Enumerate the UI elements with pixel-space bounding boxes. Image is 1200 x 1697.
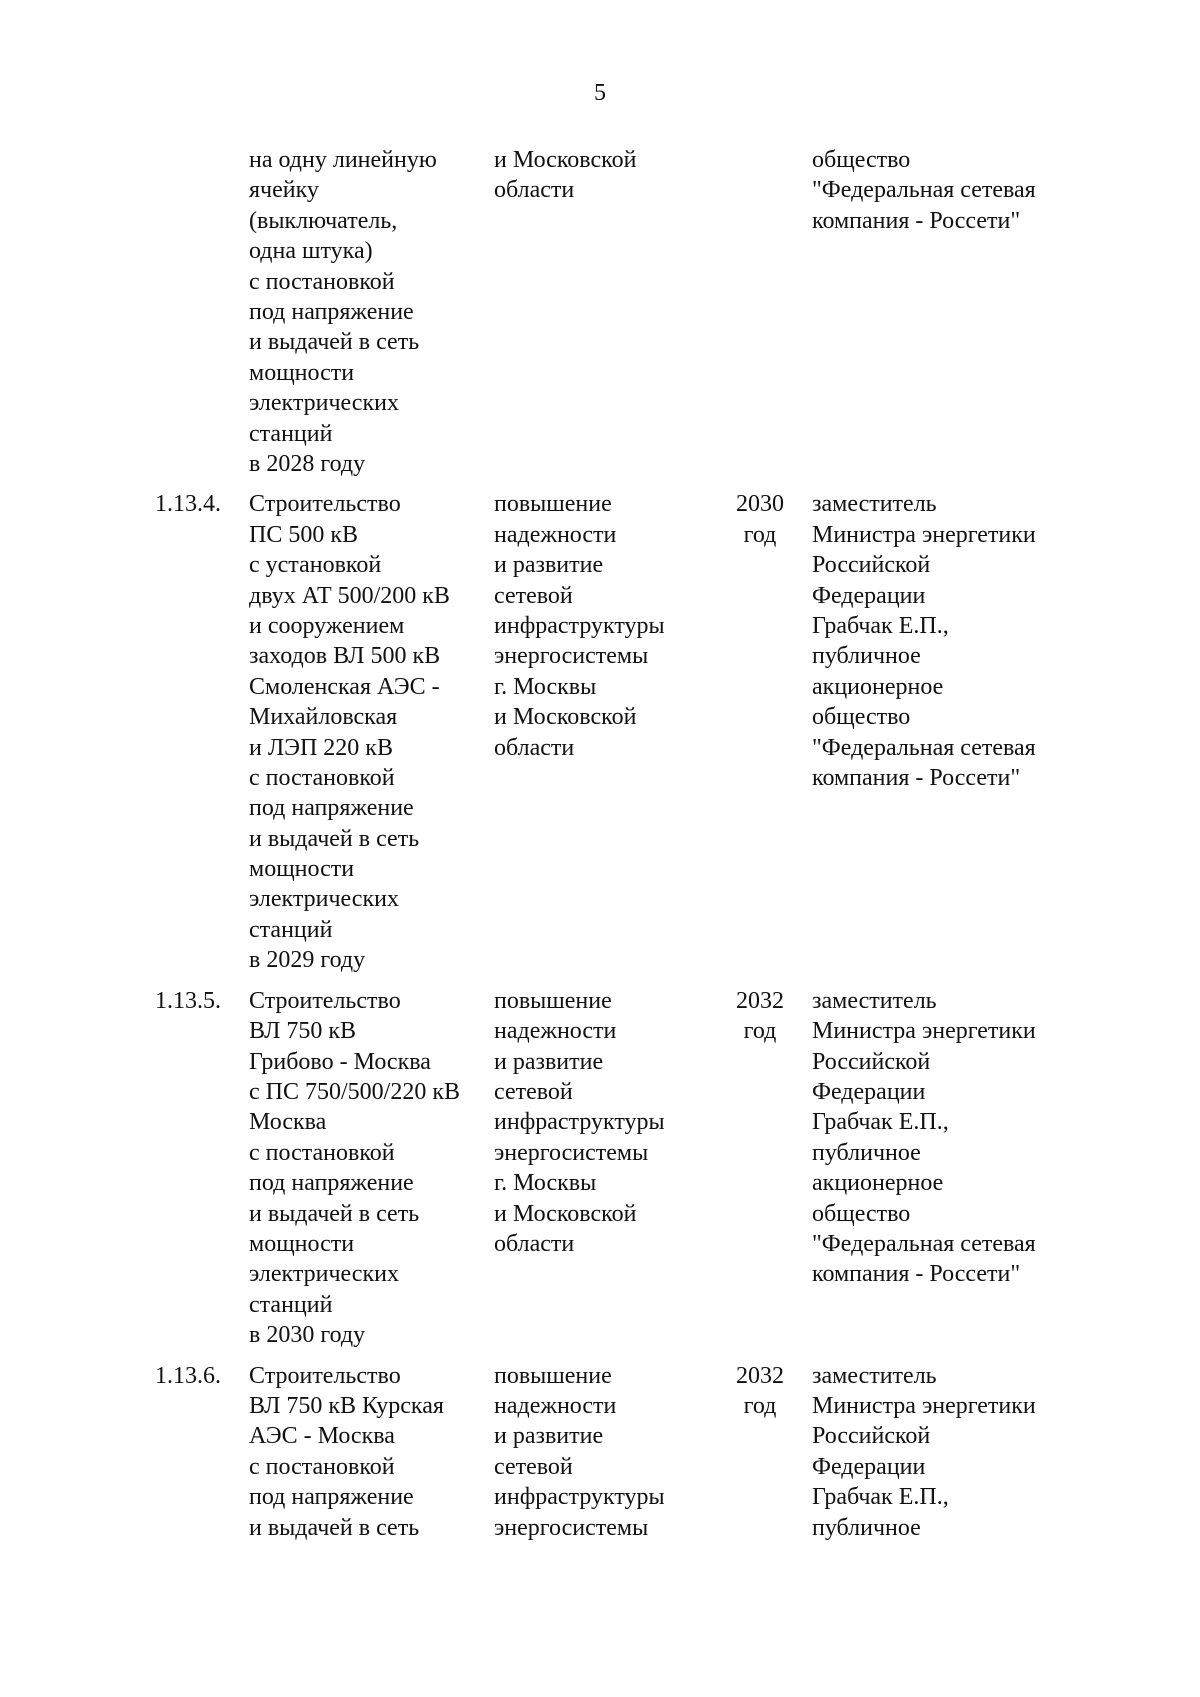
text-line: Российской: [812, 552, 931, 579]
text-line: Строительство: [249, 1362, 401, 1389]
text-line: Министра энергетики: [812, 1018, 1036, 1045]
responsible-parties: [812, 145, 1102, 236]
text-line: год: [743, 1018, 777, 1045]
text-line: 1.13.4.: [155, 491, 221, 518]
text-line: Министра энергетики: [812, 1392, 1036, 1419]
text-line: под напряжение: [249, 1484, 414, 1511]
text-line: (выключатель,: [249, 207, 398, 234]
text-line: заходов ВЛ 500 кВ: [249, 643, 441, 670]
text-line: с постановкой: [249, 268, 395, 295]
text-line: Грабчак Е.П.,: [812, 1109, 949, 1136]
text-line: мощности: [249, 359, 355, 386]
text-line: Смоленская АЭС -: [249, 673, 440, 700]
text-line: с ПС 750/500/220 кВ: [249, 1078, 460, 1105]
text-line: и ЛЭП 220 кВ: [249, 734, 393, 761]
text-line: энергосистемы: [494, 1514, 649, 1541]
measure-purpose: [494, 489, 694, 763]
text-line: год: [743, 521, 777, 548]
text-line: 2032: [736, 987, 784, 1014]
text-line: и выдачей в сеть: [249, 1514, 420, 1541]
text-line: ПС 500 кВ: [249, 521, 359, 548]
text-line: компания - Россети": [812, 207, 1021, 234]
text-line: станций: [249, 916, 333, 943]
text-line: публичное: [812, 643, 921, 670]
text-line: Грибово - Москва: [249, 1048, 431, 1075]
text-line: компания - Россети": [812, 764, 1021, 791]
text-line: и развитие: [494, 1048, 604, 1075]
text-line: 2032: [736, 1362, 784, 1389]
text-line: заместитель: [812, 491, 937, 518]
text-line: Федерации: [812, 582, 926, 609]
text-line: ВЛ 750 кВ Курская: [249, 1392, 444, 1419]
text-line: заместитель: [812, 987, 937, 1014]
text-line: с постановкой: [249, 1453, 395, 1480]
measures-table: [0, 145, 1200, 1553]
text-line: повышение: [494, 491, 612, 518]
text-line: Грабчак Е.П.,: [812, 1484, 949, 1511]
responsible-parties: [812, 986, 1102, 1290]
text-line: в 2030 году: [249, 1322, 366, 1349]
table-row: [0, 1361, 1200, 1543]
page-number: 5: [594, 80, 606, 106]
text-line: с постановкой: [249, 764, 395, 791]
text-line: и Московской: [494, 704, 637, 731]
measure-purpose: [494, 1361, 694, 1543]
item-number: [155, 986, 245, 1016]
text-line: Российской: [812, 1423, 931, 1450]
text-line: с установкой: [249, 552, 382, 579]
text-line: и выдачей в сеть: [249, 1200, 420, 1227]
completion-year: [724, 986, 796, 1047]
measure-description: [249, 145, 489, 479]
text-line: Москва: [249, 1109, 327, 1136]
text-line: повышение: [494, 987, 612, 1014]
measure-description: [249, 1361, 489, 1543]
text-line: и Московской: [494, 1200, 637, 1227]
table-row: [0, 489, 1200, 975]
text-line: надежности: [494, 1018, 617, 1045]
text-line: ячейку: [249, 177, 319, 204]
text-line: инфраструктуры: [494, 1484, 665, 1511]
text-line: 2030: [736, 491, 784, 518]
text-line: заместитель: [812, 1362, 937, 1389]
text-line: в 2028 году: [249, 450, 366, 477]
measure-description: [249, 986, 489, 1351]
text-line: АЭС - Москва: [249, 1423, 395, 1450]
text-line: сетевой: [494, 582, 573, 609]
text-line: и сооружением: [249, 612, 405, 639]
text-line: акционерное: [812, 673, 944, 700]
measure-purpose: [494, 145, 694, 206]
text-line: и выдачей в сеть: [249, 825, 420, 852]
text-line: станций: [249, 420, 333, 447]
text-line: Строительство: [249, 491, 401, 518]
text-line: надежности: [494, 1392, 617, 1419]
text-line: в 2029 году: [249, 947, 366, 974]
text-line: одна штука): [249, 238, 373, 265]
text-line: с постановкой: [249, 1139, 395, 1166]
table-row: [0, 145, 1200, 479]
text-line: ВЛ 750 кВ: [249, 1018, 357, 1045]
text-line: общество: [812, 147, 911, 173]
text-line: мощности: [249, 1230, 355, 1257]
text-line: и развитие: [494, 1423, 604, 1450]
text-line: мощности: [249, 856, 355, 883]
text-line: под напряжение: [249, 298, 414, 325]
text-line: "Федеральная сетевая: [812, 1230, 1036, 1257]
text-line: инфраструктуры: [494, 612, 665, 639]
text-line: электрических: [249, 886, 399, 913]
measure-purpose: [494, 986, 694, 1260]
item-number: [155, 489, 245, 519]
text-line: компания - Россети": [812, 1261, 1021, 1288]
text-line: энергосистемы: [494, 643, 649, 670]
text-line: сетевой: [494, 1078, 573, 1105]
text-line: год: [743, 1392, 777, 1419]
responsible-parties: [812, 489, 1102, 793]
text-line: области: [494, 734, 575, 761]
text-line: станций: [249, 1291, 333, 1318]
text-line: 1.13.5.: [155, 987, 221, 1014]
text-line: сетевой: [494, 1453, 573, 1480]
measure-description: [249, 489, 489, 975]
text-line: 1.13.6.: [155, 1362, 221, 1389]
text-line: области: [494, 177, 575, 204]
text-line: Министра энергетики: [812, 521, 1036, 548]
table-row: [0, 986, 1200, 1351]
text-line: общество: [812, 704, 911, 731]
text-line: под напряжение: [249, 795, 414, 822]
text-line: надежности: [494, 521, 617, 548]
text-line: Федерации: [812, 1453, 926, 1480]
text-line: Строительство: [249, 987, 401, 1014]
text-line: Михайловская: [249, 704, 398, 731]
text-line: под напряжение: [249, 1170, 414, 1197]
text-line: двух АТ 500/200 кВ: [249, 582, 450, 609]
text-line: акционерное: [812, 1170, 944, 1197]
text-line: г. Москвы: [494, 1170, 597, 1197]
text-line: на одну линейную: [249, 147, 437, 173]
text-line: Федерации: [812, 1078, 926, 1105]
text-line: "Федеральная сетевая: [812, 177, 1036, 204]
text-line: г. Москвы: [494, 673, 597, 700]
text-line: электрических: [249, 1261, 399, 1288]
text-line: Российской: [812, 1048, 931, 1075]
text-line: публичное: [812, 1514, 921, 1541]
text-line: "Федеральная сетевая: [812, 734, 1036, 761]
text-line: публичное: [812, 1139, 921, 1166]
text-line: повышение: [494, 1362, 612, 1389]
text-line: электрических: [249, 390, 399, 417]
text-line: области: [494, 1230, 575, 1257]
completion-year: [724, 489, 796, 550]
text-line: и выдачей в сеть: [249, 329, 420, 356]
text-line: энергосистемы: [494, 1139, 649, 1166]
text-line: и развитие: [494, 552, 604, 579]
item-number: [155, 1361, 245, 1391]
text-line: общество: [812, 1200, 911, 1227]
text-line: Грабчак Е.П.,: [812, 612, 949, 639]
completion-year: [724, 1361, 796, 1422]
responsible-parties: [812, 1361, 1102, 1543]
text-line: и Московской: [494, 147, 637, 173]
text-line: инфраструктуры: [494, 1109, 665, 1136]
